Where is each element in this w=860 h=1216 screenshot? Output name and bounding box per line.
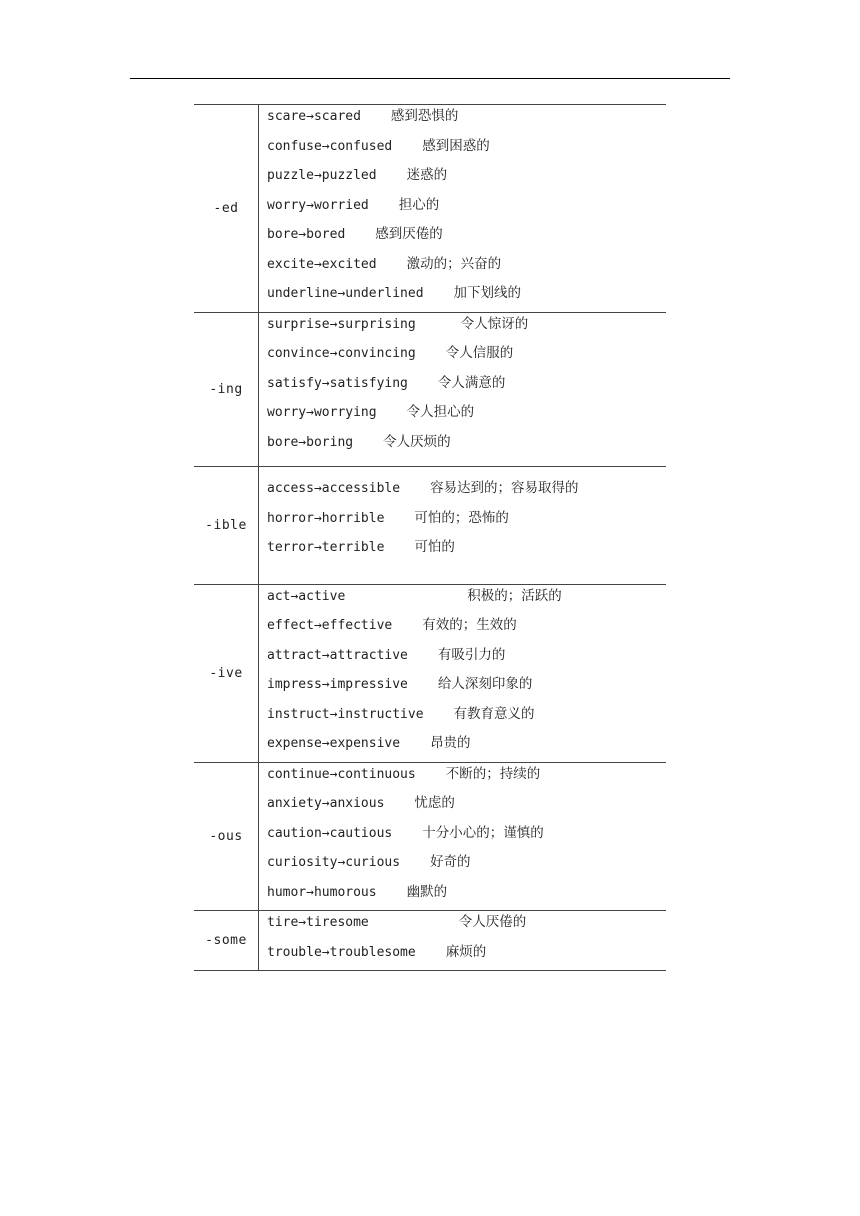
entry-row: [267, 792, 666, 822]
word-pair: act→active: [267, 588, 346, 604]
suffix-label: -ing: [194, 313, 259, 467]
entry-list: [259, 105, 666, 312]
word-pair: trouble→troublesome: [267, 944, 416, 960]
entry-row: [267, 536, 666, 566]
word-pair: worry→worrying: [267, 405, 377, 420]
chinese-meaning: 令人满意的: [437, 374, 506, 391]
entry-row: [267, 911, 666, 941]
word-pair: bore→bored: [267, 227, 346, 242]
word-pair: puzzle→puzzled: [267, 168, 377, 183]
chinese-meaning: 不断的；持续的: [445, 765, 541, 782]
chinese-meaning: 令人厌倦的: [458, 914, 527, 930]
word-pair: instruct→instructive: [267, 706, 424, 722]
entry-row: [267, 881, 666, 911]
word-pair: impress→impressive: [267, 677, 408, 692]
word-pair: expense→expensive: [267, 736, 401, 751]
entry-row: [267, 941, 666, 971]
suffix-vocabulary-table: [194, 104, 666, 971]
entry-list: [259, 911, 666, 970]
suffix-group: [194, 313, 666, 468]
chinese-meaning: 感到困惑的: [422, 137, 490, 154]
chinese-meaning: 有教育意义的: [453, 705, 535, 722]
word-pair: underline→underlined: [267, 286, 424, 301]
entry-row: [267, 282, 666, 312]
suffix-group: [194, 105, 666, 313]
chinese-meaning: 担心的: [398, 196, 440, 213]
entry-list: [259, 585, 666, 762]
suffix-group: [194, 911, 666, 971]
word-pair: convince→convincing: [267, 346, 416, 361]
suffix-label: -ive: [194, 585, 259, 762]
word-pair: scare→scared: [267, 109, 361, 124]
chinese-meaning: 好奇的: [430, 854, 471, 870]
entry-list: [259, 467, 666, 584]
entry-row: [267, 673, 666, 703]
chinese-meaning: 令人厌烦的: [383, 433, 451, 450]
chinese-meaning: 幽默的: [406, 883, 448, 900]
word-pair: bore→boring: [267, 434, 354, 450]
suffix-group: [194, 585, 666, 763]
entry-row: [267, 194, 666, 224]
suffix-label: -ible: [194, 467, 259, 584]
entry-row: [267, 431, 666, 461]
chinese-meaning: 激动的；兴奋的: [406, 255, 502, 272]
entry-list: [259, 313, 666, 467]
word-pair: caution→cautious: [267, 825, 393, 841]
word-pair: surprise→surprising: [267, 316, 416, 332]
chinese-meaning: 加下划线的: [453, 285, 522, 301]
chinese-meaning: 令人信服的: [445, 345, 514, 361]
word-pair: horror→horrible: [267, 510, 385, 526]
entry-row: [267, 851, 666, 881]
chinese-meaning: 积极的；活跃的: [467, 587, 562, 604]
word-pair: attract→attractive: [267, 647, 408, 663]
chinese-meaning: 十分小心的；谨慎的: [422, 824, 544, 841]
suffix-group: [194, 763, 666, 912]
entry-row: [267, 401, 666, 431]
chinese-meaning: 昂贵的: [430, 735, 471, 751]
chinese-meaning: 令人担心的: [406, 404, 475, 420]
entry-row: [267, 105, 666, 135]
chinese-meaning: 有吸引力的: [437, 646, 506, 663]
word-pair: humor→humorous: [267, 884, 377, 900]
header-rule: [130, 78, 730, 79]
suffix-label: -ous: [194, 763, 259, 911]
entry-row: [267, 477, 666, 507]
word-pair: curiosity→curious: [267, 855, 401, 870]
word-pair: terror→terrible: [267, 540, 385, 555]
entry-row: [267, 703, 666, 733]
chinese-meaning: 可怕的；恐怖的: [414, 509, 509, 526]
entry-row: [267, 614, 666, 644]
word-pair: worry→worried: [267, 197, 369, 213]
entry-row: [267, 763, 666, 793]
entry-row: [267, 372, 666, 402]
word-pair: tire→tiresome: [267, 915, 369, 930]
chinese-meaning: 有效的；生效的: [422, 617, 517, 633]
word-pair: access→accessible: [267, 481, 401, 496]
entry-list: [259, 763, 666, 911]
word-pair: excite→excited: [267, 256, 377, 272]
entry-row: [267, 507, 666, 537]
word-pair: effect→effective: [267, 618, 393, 633]
chinese-meaning: 忧虑的: [414, 795, 455, 811]
suffix-group: [194, 467, 666, 585]
chinese-meaning: 令人惊讶的: [460, 315, 529, 332]
word-pair: confuse→confused: [267, 138, 393, 154]
suffix-label: -ed: [194, 105, 259, 312]
chinese-meaning: 迷惑的: [406, 167, 448, 183]
chinese-meaning: 容易达到的；容易取得的: [430, 480, 579, 496]
word-pair: anxiety→anxious: [267, 796, 385, 811]
entry-row: [267, 135, 666, 165]
chinese-meaning: 感到厌倦的: [375, 226, 443, 242]
entry-row: [267, 822, 666, 852]
entry-row: [267, 253, 666, 283]
word-pair: continue→continuous: [267, 766, 416, 782]
entry-row: [267, 644, 666, 674]
entry-row: [267, 732, 666, 762]
chinese-meaning: 感到恐惧的: [390, 108, 459, 124]
entry-row: [267, 313, 666, 343]
entry-row: [267, 223, 666, 253]
entry-row: [267, 342, 666, 372]
word-pair: satisfy→satisfying: [267, 375, 408, 391]
chinese-meaning: 可怕的: [414, 539, 455, 555]
chinese-meaning: 麻烦的: [445, 943, 487, 960]
chinese-meaning: 给人深刻印象的: [437, 676, 533, 692]
entry-row: [267, 164, 666, 194]
suffix-label: -some: [194, 911, 259, 970]
entry-row: [267, 585, 666, 615]
